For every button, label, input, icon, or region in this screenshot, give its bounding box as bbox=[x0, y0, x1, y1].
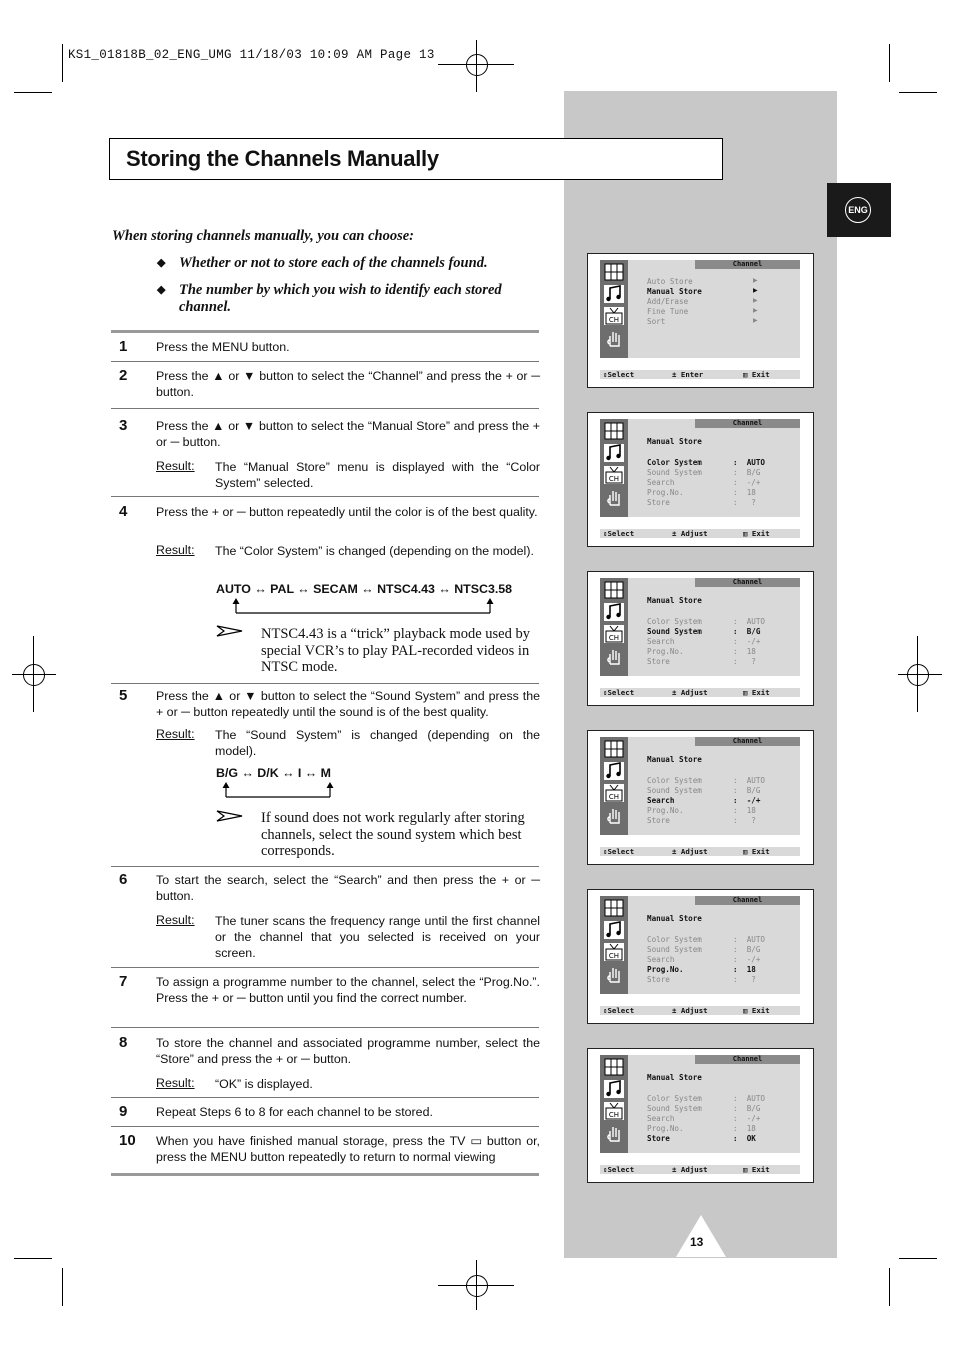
osd-menu-item: Sound System bbox=[647, 945, 702, 954]
registration-mark bbox=[917, 636, 918, 712]
osd-footer bbox=[600, 1165, 800, 1174]
registration-mark bbox=[898, 674, 942, 675]
page-title: Storing the Channels Manually bbox=[126, 146, 439, 171]
svg-text:CH: CH bbox=[608, 952, 620, 960]
bullet-item: ◆ Whether or not to store each of the channels found. bbox=[157, 255, 488, 271]
osd-icon-column bbox=[600, 737, 628, 835]
osd-menu-value: : -/+ bbox=[733, 955, 761, 964]
osd-menu-item-selected: Color System bbox=[647, 458, 702, 467]
osd-menu-item: Prog.No. bbox=[647, 1124, 684, 1133]
note-arrow-icon bbox=[216, 809, 244, 823]
crop-mark bbox=[62, 1268, 63, 1306]
step-number: 4 bbox=[119, 503, 128, 520]
picture-icon bbox=[603, 898, 625, 918]
channel-icon bbox=[603, 624, 625, 644]
svg-text:CH: CH bbox=[608, 793, 620, 801]
osd-menu-area bbox=[600, 578, 800, 676]
osd-menu-item: Sound System bbox=[647, 468, 702, 477]
osd-footer bbox=[600, 529, 800, 538]
submenu-arrow-icon: ▶ bbox=[753, 308, 758, 314]
osd-menu-value: : ? bbox=[733, 975, 756, 984]
setup-hand-icon bbox=[603, 964, 625, 984]
adjust-hint: ± Adjust bbox=[672, 529, 708, 538]
result-label: Result: bbox=[156, 913, 195, 927]
exit-hint: ▥ Exit bbox=[743, 1006, 770, 1015]
osd-menu-item: Color System bbox=[647, 776, 702, 785]
adjust-hint: ± Adjust bbox=[672, 1006, 708, 1015]
osd-menu-item: Prog.No. bbox=[647, 806, 684, 815]
osd-title: Manual Store bbox=[647, 1073, 702, 1082]
exit-hint: ▥ Exit bbox=[743, 1165, 770, 1174]
osd-menu-item: Sort bbox=[647, 317, 666, 326]
osd-title: Manual Store bbox=[647, 437, 702, 446]
registration-mark bbox=[23, 664, 45, 686]
cycle-arrow-icon bbox=[220, 782, 336, 798]
osd-menu-value: : B/G bbox=[733, 786, 761, 795]
osd-menu-item-selected: Search bbox=[647, 796, 675, 805]
osd-footer bbox=[600, 370, 800, 379]
crop-mark bbox=[889, 1268, 890, 1306]
osd-menu-value: : -/+ bbox=[733, 1114, 761, 1123]
sound-icon bbox=[603, 602, 625, 622]
osd-icon-column bbox=[600, 1055, 628, 1153]
picture-icon bbox=[603, 739, 625, 759]
divider bbox=[111, 408, 539, 409]
divider bbox=[111, 1097, 539, 1098]
osd-menu-value: : ? bbox=[733, 657, 756, 666]
osd-screen-manual-store bbox=[587, 412, 814, 547]
osd-menu-item-selected: Manual Store bbox=[647, 287, 702, 296]
divider bbox=[111, 967, 539, 968]
registration-mark bbox=[476, 1260, 477, 1310]
osd-menu-item-selected: Sound System bbox=[647, 627, 702, 636]
sound-system-sequence: B/G ↔ D/K ↔ I ↔ M bbox=[216, 766, 331, 780]
osd-header: Channel bbox=[695, 578, 800, 587]
adjust-hint: ± Adjust bbox=[672, 847, 708, 856]
osd-icon-column bbox=[600, 260, 628, 358]
osd-menu-item-selected: Store bbox=[647, 1134, 670, 1143]
svg-text:CH: CH bbox=[608, 634, 620, 642]
picture-icon bbox=[603, 421, 625, 441]
osd-screen-manual-store bbox=[587, 571, 814, 706]
note-arrow-icon bbox=[216, 624, 244, 638]
result-label: Result: bbox=[156, 543, 195, 557]
step-number: 1 bbox=[119, 338, 128, 355]
registration-mark bbox=[33, 636, 34, 712]
step-number: 7 bbox=[119, 973, 128, 990]
registration-mark bbox=[907, 664, 929, 686]
osd-menu-value: : -/+ bbox=[733, 478, 761, 487]
svg-text:CH: CH bbox=[608, 1111, 620, 1119]
osd-menu-area bbox=[600, 896, 800, 994]
select-hint: ⇕Select bbox=[603, 529, 635, 538]
osd-menu-value: : OK bbox=[733, 1134, 756, 1143]
osd-header: Channel bbox=[695, 419, 800, 428]
submenu-arrow-icon: ▶ bbox=[753, 298, 758, 304]
result-label: Result: bbox=[156, 459, 195, 473]
cycle-arrow-icon bbox=[230, 598, 496, 614]
diamond-bullet-icon: ◆ bbox=[157, 284, 166, 296]
osd-menu-item: Sound System bbox=[647, 786, 702, 795]
setup-hand-icon bbox=[603, 1123, 625, 1143]
osd-menu-area bbox=[600, 260, 800, 358]
adjust-hint: ± Adjust bbox=[672, 1165, 708, 1174]
divider bbox=[111, 1173, 539, 1176]
step-text: Repeat Steps 6 to 8 for each channel to be stored. bbox=[156, 1105, 433, 1119]
osd-header: Channel bbox=[695, 1055, 800, 1064]
channel-icon bbox=[603, 306, 625, 326]
channel-icon bbox=[603, 783, 625, 803]
step-number: 5 bbox=[119, 687, 128, 704]
osd-menu-item: Search bbox=[647, 1114, 675, 1123]
osd-menu-value: : B/G bbox=[733, 1104, 761, 1113]
channel-icon bbox=[603, 942, 625, 962]
osd-menu-area bbox=[600, 1055, 800, 1153]
adjust-hint: ± Adjust bbox=[672, 688, 708, 697]
page-title-box bbox=[109, 138, 723, 180]
result-text: The “Manual Store” menu is displayed with the “Color System” selected. bbox=[215, 460, 540, 490]
osd-menu-value: : B/G bbox=[733, 945, 761, 954]
step-text: Press the + or ─ button repeatedly until the color is of the best quality. bbox=[156, 505, 538, 519]
osd-icon-column bbox=[600, 578, 628, 676]
osd-menu-item: Store bbox=[647, 657, 670, 666]
osd-menu-item: Store bbox=[647, 816, 670, 825]
setup-hand-icon bbox=[603, 805, 625, 825]
step-number: 3 bbox=[119, 417, 128, 434]
osd-menu-item: Color System bbox=[647, 935, 702, 944]
registration-mark bbox=[12, 674, 56, 675]
osd-menu-value: : B/G bbox=[733, 468, 761, 477]
language-tab-label: ENG bbox=[845, 197, 871, 223]
osd-menu-item: Add/Erase bbox=[647, 297, 689, 306]
language-tab bbox=[827, 183, 891, 237]
osd-footer bbox=[600, 688, 800, 697]
osd-icon-column bbox=[600, 896, 628, 994]
select-hint: ⇕Select bbox=[603, 370, 635, 379]
step-text: Press the ▲ or ▼ button to select the “Channel” and press the + or ─ button. bbox=[156, 369, 540, 399]
step-number: 10 bbox=[119, 1132, 136, 1149]
osd-footer bbox=[600, 1006, 800, 1015]
registration-mark bbox=[476, 40, 477, 92]
osd-menu-item: Sound System bbox=[647, 1104, 702, 1113]
osd-header: Channel bbox=[695, 896, 800, 905]
step-text: Press the MENU button. bbox=[156, 340, 290, 354]
diamond-bullet-icon: ◆ bbox=[157, 257, 166, 269]
result-text: The “Color System” is changed (depending on the model). bbox=[215, 544, 534, 558]
setup-hand-icon bbox=[603, 646, 625, 666]
step-number: 9 bbox=[119, 1103, 128, 1120]
osd-menu-value: : 18 bbox=[733, 1124, 756, 1133]
osd-menu-item: Search bbox=[647, 955, 675, 964]
osd-menu-item: Search bbox=[647, 478, 675, 487]
select-hint: ⇕Select bbox=[603, 1006, 635, 1015]
osd-header: Channel bbox=[695, 260, 800, 269]
note-text: If sound does not work regularly after storing channels, select the sound system which best corresponds. bbox=[261, 810, 525, 859]
submenu-arrow-icon: ▶ bbox=[753, 318, 758, 324]
osd-menu-value: : AUTO bbox=[733, 1094, 766, 1103]
step-text: Press the ▲ or ▼ button to select the “Sound System” and press the + or ─ button repeatedly until the sound is of the best quality. bbox=[156, 689, 540, 719]
select-hint: ⇕Select bbox=[603, 847, 635, 856]
step-text: Press the ▲ or ▼ button to select the “Manual Store” and press the + or ─ button. bbox=[156, 419, 540, 449]
osd-screen-manual-store bbox=[587, 1048, 814, 1183]
osd-icon-column bbox=[600, 419, 628, 517]
osd-menu-value: : ? bbox=[733, 498, 756, 507]
step-text: To assign a programme number to the channel, select the “Prog.No.”. Press the + or ─ button until you find the correct number. bbox=[156, 975, 540, 1005]
exit-hint: ▥ Exit bbox=[743, 847, 770, 856]
osd-footer bbox=[600, 847, 800, 856]
osd-menu-value: : 18 bbox=[733, 647, 756, 656]
osd-menu-item: Search bbox=[647, 637, 675, 646]
sound-icon bbox=[603, 920, 625, 940]
osd-title: Manual Store bbox=[647, 755, 702, 764]
step-text: When you have finished manual storage, press the TV ▭ button or, press the MENU button repeatedly to return to normal viewing bbox=[156, 1134, 540, 1164]
crop-mark bbox=[14, 1258, 52, 1259]
picture-icon bbox=[603, 1057, 625, 1077]
osd-menu-item: Fine Tune bbox=[647, 307, 689, 316]
submenu-arrow-icon: ▶ bbox=[753, 288, 758, 294]
osd-menu-value: : 18 bbox=[733, 965, 756, 974]
osd-menu-value: : ? bbox=[733, 816, 756, 825]
bullet-item: ◆ The number by which you wish to identify each stored channel. bbox=[157, 282, 502, 315]
channel-icon bbox=[603, 1101, 625, 1121]
sound-icon bbox=[603, 761, 625, 781]
divider bbox=[111, 1126, 539, 1127]
step-text: To store the channel and associated programme number, select the “Store” and press the + or ─ button. bbox=[156, 1036, 540, 1066]
osd-menu-item: Color System bbox=[647, 1094, 702, 1103]
osd-menu-value: : AUTO bbox=[733, 617, 766, 626]
divider bbox=[111, 683, 539, 684]
picture-icon bbox=[603, 262, 625, 282]
color-system-sequence: AUTO ↔ PAL ↔ SECAM ↔ NTSC4.43 ↔ NTSC3.58 bbox=[216, 582, 513, 596]
osd-menu-item: Prog.No. bbox=[647, 488, 684, 497]
osd-menu-value: : -/+ bbox=[733, 796, 761, 805]
result-label: Result: bbox=[156, 727, 195, 741]
exit-hint: ▥ Exit bbox=[743, 688, 770, 697]
registration-mark bbox=[466, 54, 488, 76]
osd-menu-item: Auto Store bbox=[647, 277, 693, 286]
select-hint: ⇕Select bbox=[603, 1165, 635, 1174]
exit-hint: ▥ Exit bbox=[743, 370, 770, 379]
osd-menu-area bbox=[600, 737, 800, 835]
osd-menu-value: : B/G bbox=[733, 627, 761, 636]
osd-menu-item: Store bbox=[647, 975, 670, 984]
osd-menu-value: : AUTO bbox=[733, 458, 766, 467]
divider bbox=[111, 330, 539, 333]
crop-mark bbox=[899, 1258, 937, 1259]
setup-hand-icon bbox=[603, 487, 625, 507]
osd-screen-channel-menu bbox=[587, 253, 814, 388]
select-hint: ⇕Select bbox=[603, 688, 635, 697]
osd-screen-manual-store bbox=[587, 889, 814, 1024]
step-number: 2 bbox=[119, 367, 128, 384]
channel-icon bbox=[603, 465, 625, 485]
enter-hint: ± Enter bbox=[672, 370, 704, 379]
svg-text:CH: CH bbox=[608, 316, 620, 324]
svg-text:CH: CH bbox=[608, 475, 620, 483]
step-number: 6 bbox=[119, 871, 128, 888]
osd-menu-value: : AUTO bbox=[733, 935, 766, 944]
osd-menu-item: Store bbox=[647, 498, 670, 507]
divider bbox=[111, 866, 539, 867]
sound-icon bbox=[603, 443, 625, 463]
result-text: “OK” is displayed. bbox=[215, 1077, 313, 1091]
osd-menu-item-selected: Prog.No. bbox=[647, 965, 684, 974]
osd-menu-value: : -/+ bbox=[733, 637, 761, 646]
registration-mark bbox=[466, 1275, 488, 1297]
osd-title: Manual Store bbox=[647, 914, 702, 923]
osd-menu-value: : AUTO bbox=[733, 776, 766, 785]
result-text: The tuner scans the frequency range until the first channel or the channel that you selected is received on your screen. bbox=[215, 914, 540, 960]
divider bbox=[111, 361, 539, 362]
osd-header: Channel bbox=[695, 737, 800, 746]
crop-mark bbox=[14, 92, 52, 93]
crop-mark bbox=[899, 92, 937, 93]
sound-icon bbox=[603, 284, 625, 304]
submenu-arrow-icon: ▶ bbox=[753, 278, 758, 284]
osd-menu-item: Color System bbox=[647, 617, 702, 626]
crop-mark bbox=[889, 44, 890, 82]
note-text: NTSC4.43 is a “trick” playback mode used by special VCR’s to play PAL-recorded videos in NTSC mode. bbox=[261, 626, 530, 675]
osd-menu-value: : 18 bbox=[733, 488, 756, 497]
exit-hint: ▥ Exit bbox=[743, 529, 770, 538]
divider bbox=[111, 496, 539, 497]
result-label: Result: bbox=[156, 1076, 195, 1090]
osd-title: Manual Store bbox=[647, 596, 702, 605]
step-text: To start the search, select the “Search” and then press the + or ─ button. bbox=[156, 873, 540, 903]
osd-menu-area bbox=[600, 419, 800, 517]
osd-screen-manual-store bbox=[587, 730, 814, 865]
crop-mark bbox=[62, 44, 63, 82]
intro-text: When storing channels manually, you can choose: bbox=[112, 228, 414, 244]
page-number: 13 bbox=[690, 1235, 704, 1249]
step-number: 8 bbox=[119, 1034, 128, 1051]
osd-menu-item: Prog.No. bbox=[647, 647, 684, 656]
setup-hand-icon bbox=[603, 328, 625, 348]
picture-icon bbox=[603, 580, 625, 600]
print-header: KS1_01818B_02_ENG_UMG 11/18/03 10:09 AM Page 13 bbox=[68, 48, 435, 62]
osd-menu-value: : 18 bbox=[733, 806, 756, 815]
result-text: The “Sound System” is changed (depending on the model). bbox=[215, 728, 540, 758]
sound-icon bbox=[603, 1079, 625, 1099]
divider bbox=[111, 1027, 539, 1028]
